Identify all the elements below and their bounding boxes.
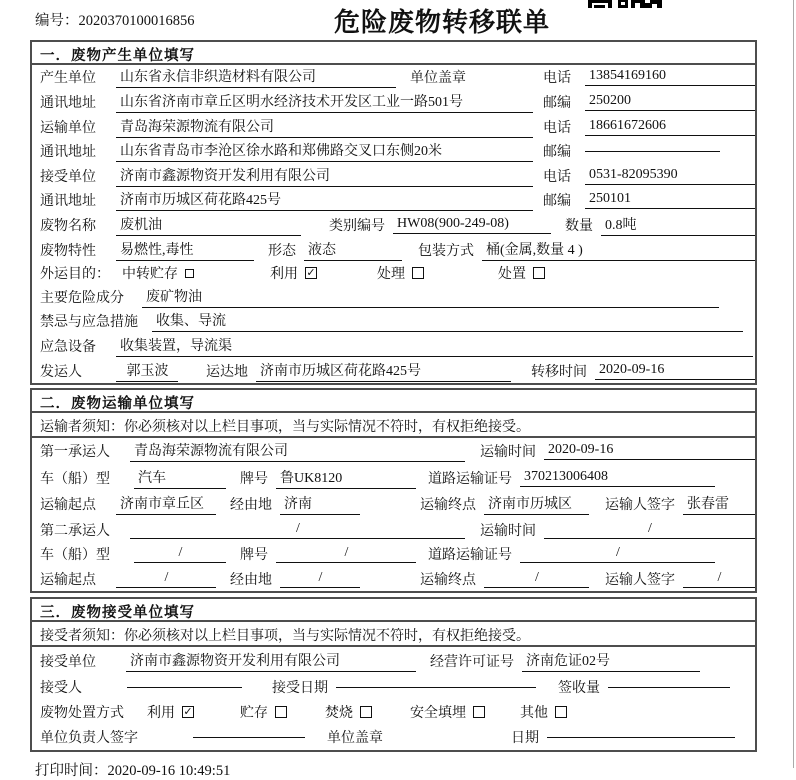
shipper-value: 郭玉波 — [116, 360, 178, 382]
serial-label: 编号： — [35, 13, 79, 29]
row-producer-address — [32, 90, 755, 115]
row-route2 — [32, 567, 755, 592]
phone-label: 电话 — [543, 120, 571, 136]
plate-label: 牌号 — [240, 548, 268, 564]
receiving-unit-value: 济南市鑫源物资开发利用有限公司 — [126, 650, 416, 672]
page-edge-divider — [793, 0, 794, 768]
date-value — [547, 736, 735, 738]
row-vehicle1 — [32, 465, 755, 492]
waste-trait-value: 易燃性,毒性 — [116, 239, 254, 261]
vehicle-type-label: 车（船）型 — [40, 548, 110, 564]
zip-value: 250101 — [585, 191, 755, 209]
option-incinerate — [325, 702, 372, 722]
date-label: 日期 — [511, 731, 539, 747]
row-waste-trait — [32, 237, 755, 262]
section-transporter-header: 二．废物运输单位填写 — [32, 390, 755, 413]
origin-value: / — [116, 570, 216, 588]
disposal-label: 废物处置方式 — [40, 706, 124, 722]
address-value: 济南市历城区荷花路425号 — [116, 189, 533, 211]
row-carrier2 — [32, 518, 755, 543]
via-label: 经由地 — [230, 572, 272, 588]
checkbox-icon — [555, 706, 567, 718]
hazard-value: 废矿物油 — [142, 286, 719, 308]
taboo-label: 禁忌与应急措施 — [40, 315, 138, 331]
signed-quantity-label: 签收量 — [558, 680, 600, 696]
row-receiving-unit — [32, 647, 755, 674]
carrier1-label: 第一承运人 — [40, 445, 110, 461]
carrier-sign-value: / — [683, 570, 755, 588]
option-label: 焚烧 — [325, 706, 353, 722]
address-label: 通讯地址 — [40, 95, 96, 111]
zip-value — [585, 150, 720, 152]
row-emergency-equipment — [32, 334, 755, 359]
option-label: 处理 — [377, 267, 405, 283]
row-shipper — [32, 358, 755, 383]
road-permit-value: 370213006408 — [520, 469, 715, 487]
destination-value: 济南市历城区荷花路425号 — [256, 360, 511, 382]
transport-time-label: 运输时间 — [480, 523, 536, 539]
receiver-person-label: 接受人 — [40, 680, 82, 696]
checkbox-icon — [533, 267, 545, 279]
checkbox-icon — [412, 267, 424, 279]
quantity-value: 0.8吨 — [601, 214, 755, 236]
road-permit-value: / — [520, 545, 715, 563]
terminus-value: / — [484, 570, 589, 588]
option-transit-storage — [122, 263, 194, 283]
transfer-time-label: 转移时间 — [531, 364, 587, 380]
receiver-notice: 接受者须知：你必须核对以上栏目事项，当与实际情况不符时，有权拒绝接受。 — [32, 622, 755, 647]
option-utilize — [270, 263, 317, 283]
carrier-sign-value: 张春雷 — [683, 493, 755, 515]
phone-label: 电话 — [543, 71, 571, 87]
section-transporter — [30, 388, 757, 593]
section-receiver-header: 三．废物接受单位填写 — [32, 599, 755, 622]
row-hazard-component — [32, 284, 755, 309]
checkbox-icon — [360, 706, 372, 718]
producer-label: 产生单位 — [40, 71, 96, 87]
carrier-sign-label: 运输人签字 — [605, 572, 675, 588]
option-treat — [377, 263, 424, 283]
zip-label: 邮编 — [543, 145, 571, 161]
hazard-label: 主要危险成分 — [40, 290, 124, 306]
road-permit-label: 道路运输证号 — [428, 548, 512, 564]
print-time — [35, 759, 796, 780]
signed-quantity-value — [608, 686, 730, 688]
option-label: 利用 — [270, 267, 298, 283]
receiver-person-value — [127, 686, 242, 688]
checkbox-icon — [473, 706, 485, 718]
terminus-label: 运输终点 — [420, 572, 476, 588]
row-disposal-method — [32, 700, 755, 725]
terminus-value: 济南市历城区 — [484, 493, 589, 515]
document-header — [0, 0, 796, 40]
row-carrier1 — [32, 438, 755, 465]
transport-time-value: / — [544, 521, 755, 539]
origin-label: 运输起点 — [40, 572, 96, 588]
vehicle-type-value: 汽车 — [134, 467, 226, 489]
receiver-value: 济南市鑫源物资开发利用有限公司 — [116, 165, 533, 187]
waste-name-value: 废机油 — [116, 214, 301, 236]
waste-name-label: 废物名称 — [40, 218, 96, 234]
carrier-sign-label: 运输人签字 — [605, 498, 675, 514]
carrier2-label: 第二承运人 — [40, 523, 110, 539]
responsible-sign-label: 单位负责人签字 — [40, 731, 138, 747]
serial-number — [35, 9, 195, 30]
row-waste-name — [32, 213, 755, 238]
row-responsible-sign — [32, 725, 755, 750]
row-receiving-person — [32, 674, 755, 699]
producer-value: 山东省永信非织造材料有限公司 — [116, 66, 396, 88]
responsible-sign-value — [193, 736, 305, 738]
address-value: 山东省济南市章丘区明水经济技术开发区工业一路501号 — [116, 91, 533, 113]
purpose-label: 外运目的： — [40, 267, 110, 283]
carrier2-value: / — [130, 521, 465, 539]
origin-label: 运输起点 — [40, 498, 96, 514]
print-time-value: 2020-09-16 10:49:51 — [107, 763, 231, 779]
category-code-label: 类别编号 — [329, 218, 385, 234]
receive-date-value — [336, 686, 536, 688]
qr-code-icon — [588, 0, 662, 9]
serial-value: 2020370100016856 — [78, 13, 195, 29]
vehicle-type-label: 车（船）型 — [40, 471, 110, 487]
license-label: 经营许可证号 — [430, 654, 514, 670]
section-producer — [30, 40, 757, 385]
category-code-value: HW08(900-249-08) — [393, 216, 551, 234]
carrier1-value: 青岛海荣源物流有限公司 — [130, 440, 465, 462]
section-receiver — [30, 597, 757, 752]
transfer-time-value: 2020-09-16 — [595, 362, 755, 380]
zip-label: 邮编 — [543, 194, 571, 210]
row-receiver — [32, 163, 755, 188]
via-value: 济南 — [280, 493, 360, 515]
shipper-label: 发运人 — [40, 364, 82, 380]
row-transporter-address — [32, 139, 755, 164]
print-time-label: 打印时间： — [35, 763, 108, 779]
option-label: 安全填埋 — [410, 706, 466, 722]
license-value: 济南危证02号 — [522, 650, 700, 672]
plate-label: 牌号 — [240, 471, 268, 487]
option-dispose — [498, 263, 545, 283]
option-utilize — [147, 702, 194, 722]
row-receiver-address — [32, 188, 755, 213]
phone-value: 13854169160 — [585, 68, 755, 86]
transporter-label: 运输单位 — [40, 120, 96, 136]
option-label: 利用 — [147, 706, 175, 722]
waste-trait-label: 废物特性 — [40, 243, 96, 259]
option-label: 其他 — [520, 706, 548, 722]
equipment-value: 收集装置，导流渠 — [116, 335, 753, 357]
form-label: 形态 — [268, 243, 296, 259]
via-value: / — [280, 570, 360, 588]
origin-value: 济南市章丘区 — [116, 493, 216, 515]
option-other — [520, 702, 567, 722]
option-label: 处置 — [498, 267, 526, 283]
unit-seal-label: 单位盖章 — [327, 731, 383, 747]
option-storage — [240, 702, 287, 722]
option-label: 中转贮存 — [122, 267, 178, 283]
checkbox-icon — [275, 706, 287, 718]
address-label: 通讯地址 — [40, 194, 96, 210]
road-permit-label: 道路运输证号 — [428, 471, 512, 487]
transport-time-value: 2020-09-16 — [544, 442, 755, 460]
receiver-label: 接受单位 — [40, 169, 96, 185]
address-value: 山东省青岛市李沧区徐水路和郑佛路交叉口东侧20米 — [116, 140, 533, 162]
checkbox-icon — [185, 269, 194, 278]
zip-label: 邮编 — [543, 95, 571, 111]
row-taboo-measures — [32, 309, 755, 334]
address-label: 通讯地址 — [40, 145, 96, 161]
plate-value: 鲁UK8120 — [276, 467, 416, 489]
transport-time-label: 运输时间 — [480, 445, 536, 461]
checkbox-checked-icon: ✓ — [306, 266, 316, 279]
plate-value: / — [276, 545, 416, 563]
row-producer — [32, 65, 755, 90]
equipment-label: 应急设备 — [40, 340, 96, 355]
packing-label: 包装方式 — [418, 243, 474, 259]
packing-value: 桶(金属,数量 4 ) — [482, 239, 755, 261]
taboo-value: 收集、导流 — [152, 310, 743, 332]
page-title: 危险废物转移联单 — [334, 8, 551, 37]
receive-date-label: 接受日期 — [272, 680, 328, 696]
unit-seal-label: 单位盖章 — [410, 71, 466, 87]
phone-label: 电话 — [543, 169, 571, 185]
receiving-unit-label: 接受单位 — [40, 654, 96, 670]
terminus-label: 运输终点 — [420, 498, 476, 514]
option-landfill — [410, 702, 485, 722]
checkbox-checked-icon: ✓ — [183, 705, 193, 718]
row-vehicle2 — [32, 542, 755, 567]
destination-label: 运达地 — [206, 364, 248, 380]
phone-value: 18661672606 — [585, 118, 755, 136]
row-route1 — [32, 491, 755, 518]
section-producer-header: 一．废物产生单位填写 — [32, 42, 755, 65]
transporter-value: 青岛海荣源物流有限公司 — [116, 116, 533, 138]
form-value: 液态 — [304, 239, 402, 261]
via-label: 经由地 — [230, 498, 272, 514]
option-label: 贮存 — [240, 706, 268, 722]
quantity-label: 数量 — [565, 218, 593, 234]
row-transporter — [32, 114, 755, 139]
vehicle-type-value: / — [134, 545, 226, 563]
phone-value: 0531-82095390 — [585, 167, 755, 185]
transporter-notice: 运输者须知：你必须核对以上栏目事项，当与实际情况不符时，有权拒绝接受。 — [32, 413, 755, 438]
zip-value: 250200 — [585, 93, 755, 111]
row-transfer-purpose — [32, 262, 755, 285]
